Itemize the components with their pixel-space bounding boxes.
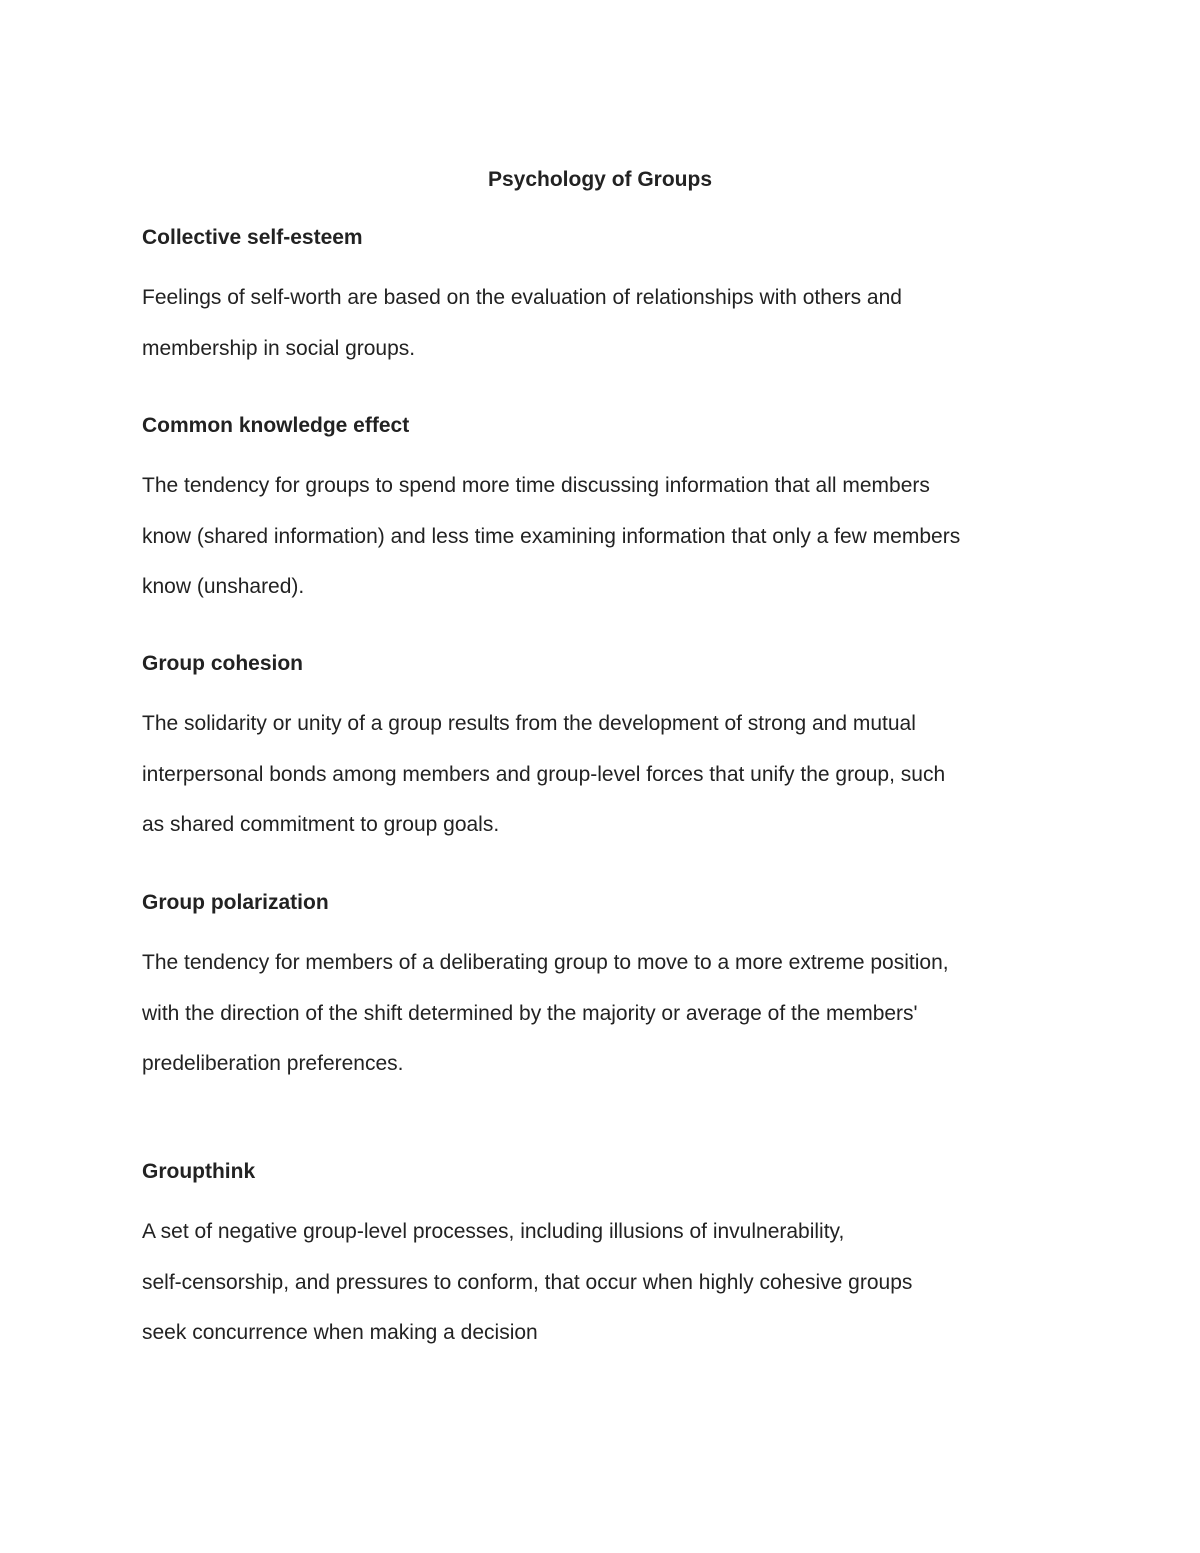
entry-collective-self-esteem xyxy=(142,223,1072,374)
definition-line: know (unshared). xyxy=(142,575,305,598)
definition-line: predeliberation preferences. xyxy=(142,1052,404,1075)
term-definition xyxy=(142,679,1072,851)
definition-line: Feelings of self-worth are based on the evaluation of relationships with others and xyxy=(142,286,902,309)
term-heading: Common knowledge effect xyxy=(142,414,410,437)
term-heading: Group cohesion xyxy=(142,652,304,675)
definition-line: as shared commitment to group goals. xyxy=(142,813,500,836)
definition-line: The solidarity or unity of a group results from the development of strong and mutual xyxy=(142,712,916,735)
definition-line: The tendency for members of a deliberating group to move to a more extreme position, xyxy=(142,951,949,974)
definition-line: self-censorship, and pressures to conform, that occur when highly cohesive groups xyxy=(142,1270,913,1294)
term-definition xyxy=(142,1187,1072,1359)
term-heading: Group polarization xyxy=(142,891,329,914)
term-definition xyxy=(142,441,1072,613)
term-definition xyxy=(142,253,1072,374)
definition-line: A set of negative group-level processes, including illusions of invulnerability, xyxy=(142,1220,845,1243)
entry-common-knowledge-effect xyxy=(142,411,1072,613)
entry-group-cohesion xyxy=(142,649,1072,851)
definition-line: with the direction of the shift determined by the majority or average of the members' xyxy=(142,1001,918,1025)
definition-line: seek concurrence when making a decision xyxy=(142,1321,538,1344)
definition-line: interpersonal bonds among members and group-level forces that unify the group, such xyxy=(142,762,946,786)
page-title: Psychology of Groups xyxy=(487,168,713,191)
definition-line: The tendency for groups to spend more time discussing information that all members xyxy=(142,474,930,497)
entry-group-polarization xyxy=(142,888,1072,1090)
term-heading: Collective self-esteem xyxy=(142,226,363,249)
term-heading: Groupthink xyxy=(142,1160,256,1183)
definition-line: membership in social groups. xyxy=(142,336,416,360)
term-definition xyxy=(142,918,1072,1090)
definition-line: know (shared information) and less time examining information that only a few members xyxy=(142,524,961,548)
entry-groupthink xyxy=(142,1157,1072,1359)
